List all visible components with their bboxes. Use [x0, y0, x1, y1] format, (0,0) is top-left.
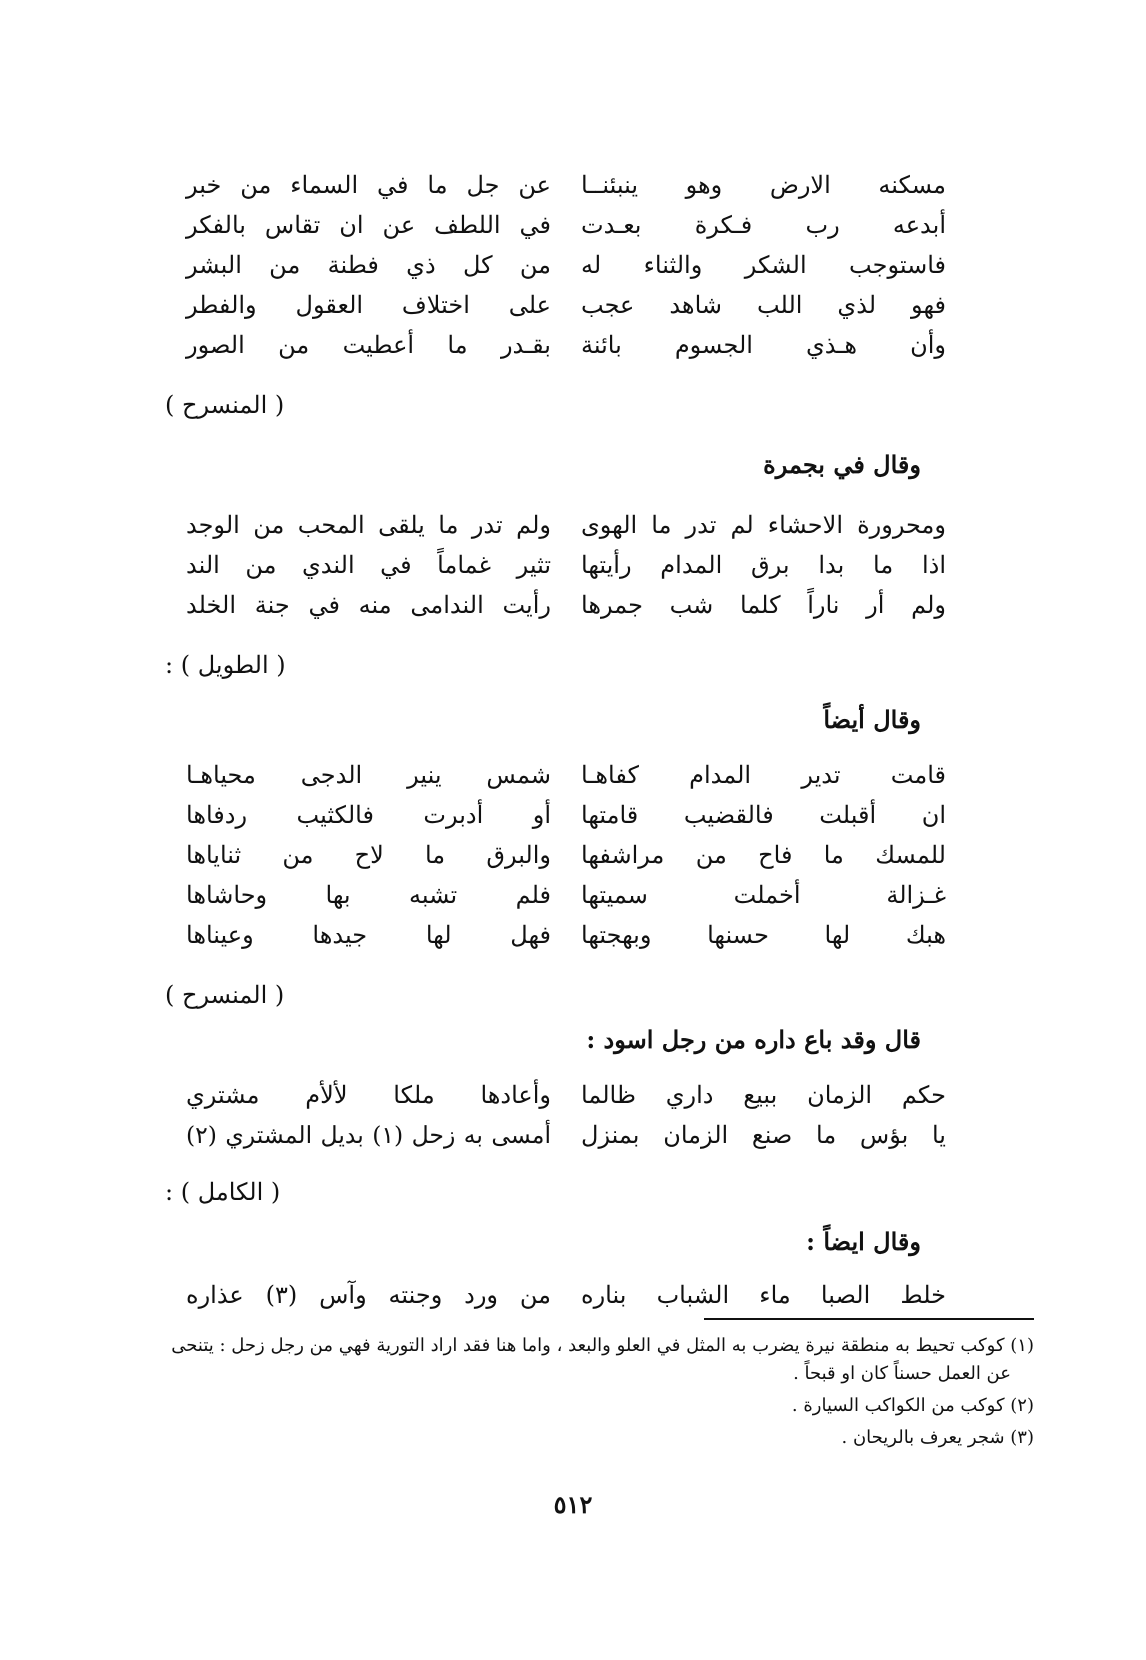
- first-hemistich: خلط الصبا ماء الشباب بناره: [581, 1281, 946, 1309]
- verse-line: [186, 325, 946, 365]
- verse-line: [186, 1115, 946, 1155]
- first-hemistich: غـزالة أخملت سميتها: [581, 881, 946, 909]
- verse-line: [186, 165, 946, 205]
- footnote-1: (١) كوكب تحيط به منطقة نيرة يضرب به المثل في العلو والبعد ، واما هنا فقد اراد التورية فهي من رجل زحل : يتنحى: [171, 1335, 1034, 1356]
- verse-line: [186, 1075, 946, 1115]
- verse-line: [186, 835, 946, 875]
- second-hemistich: في اللطف عن ان تقاس بالفكر: [186, 211, 551, 239]
- page-number: ٥١٢: [553, 1490, 593, 1519]
- second-hemistich: من كل ذي فطنة من البشر: [186, 251, 551, 279]
- verse-line: [186, 755, 946, 795]
- second-hemistich: والبرق ما لاح من ثناياها: [186, 841, 551, 869]
- verse-line: [186, 245, 946, 285]
- second-hemistich: أو أدبرت فالكثيب ردفاها: [186, 801, 551, 829]
- verse-line: [186, 285, 946, 325]
- second-hemistich: أمسى به زحل (١) بديل المشتري (٢): [186, 1121, 552, 1149]
- verse-line: [186, 1275, 946, 1315]
- meter-label: ( الكامل ) :: [165, 1178, 281, 1206]
- verse-line: [186, 545, 946, 585]
- first-hemistich: أبدعه رب فـكرة بعـدت: [581, 211, 946, 239]
- first-hemistich: اذا ما بدا برق المدام رأيتها: [581, 551, 946, 579]
- verse-line: [186, 795, 946, 835]
- first-hemistich: ومحرورة الاحشاء لم تدر ما الهوى: [581, 511, 946, 539]
- second-hemistich: عن جل ما في السماء من خبر: [186, 171, 551, 199]
- second-hemistich: ولم تدر ما يلقى المحب من الوجد: [186, 511, 551, 539]
- first-hemistich: حكم الزمان ببيع داري ظالما: [581, 1081, 946, 1109]
- second-hemistich: بقـدر ما أعطيت من الصور: [186, 331, 551, 359]
- second-hemistich: فلم تشبه بها وحاشاها: [186, 881, 551, 909]
- verse-line: [186, 585, 946, 625]
- first-hemistich: فاستوجب الشكر والثناء له: [581, 251, 946, 279]
- second-hemistich: فهل لها جيدها وعيناها: [186, 921, 551, 949]
- second-hemistich: شمس ينير الدجى محياهـا: [186, 761, 551, 789]
- first-hemistich: فهو لذي اللب شاهد عجب: [581, 291, 946, 319]
- footnote-1-continuation: عن العمل حسناً كان او قبحاً .: [793, 1363, 1011, 1384]
- first-hemistich: للمسك ما فاح من مراشفها: [581, 841, 946, 869]
- meter-label: ( المنسرح ): [165, 391, 285, 419]
- footnote-3: (٣) شجر يعرف بالريحان .: [841, 1427, 1034, 1448]
- poem-heading: قال وقد باع داره من رجل اسود :: [586, 1025, 921, 1054]
- meter-label: ( المنسرح ): [165, 981, 285, 1009]
- footnote-2: (٢) كوكب من الكواكب السيارة .: [791, 1395, 1034, 1416]
- second-hemistich: تثير غماماً في الندي من الند: [186, 551, 551, 579]
- poem-heading: وقال أيضاً: [823, 705, 921, 734]
- poem-heading: وقال ايضاً :: [806, 1227, 921, 1256]
- verse-line: [186, 505, 946, 545]
- footnote-rule: [704, 1318, 1034, 1320]
- verse-line: [186, 915, 946, 955]
- verse-line: [186, 875, 946, 915]
- first-hemistich: وأن هـذي الجسوم بائنة: [581, 331, 946, 359]
- second-hemistich: على اختلاف العقول والفطر: [186, 291, 551, 319]
- first-hemistich: ولم أر ناراً كلما شب جمرها: [581, 591, 946, 619]
- meter-label: ( الطويل ) :: [165, 651, 286, 679]
- second-hemistich: رأيت الندامى منه في جنة الخلد: [186, 591, 551, 619]
- second-hemistich: من ورد وجنته وآس (٣) عذاره: [186, 1281, 552, 1309]
- first-hemistich: مسكنه الارض وهو ينبئنــا: [581, 171, 946, 199]
- first-hemistich: هبك لها حسنها وبهجتها: [581, 921, 946, 949]
- second-hemistich: وأعادها ملكا لألأم مشتري: [186, 1081, 551, 1109]
- poem-heading: وقال في بجمرة: [763, 450, 921, 479]
- first-hemistich: قامت تدير المدام كفاهـا: [581, 761, 946, 789]
- first-hemistich: ان أقبلت فالقضيب قامتها: [581, 801, 946, 829]
- first-hemistich: يا بؤس ما صنع الزمان بمنزل: [581, 1121, 946, 1149]
- verse-line: [186, 205, 946, 245]
